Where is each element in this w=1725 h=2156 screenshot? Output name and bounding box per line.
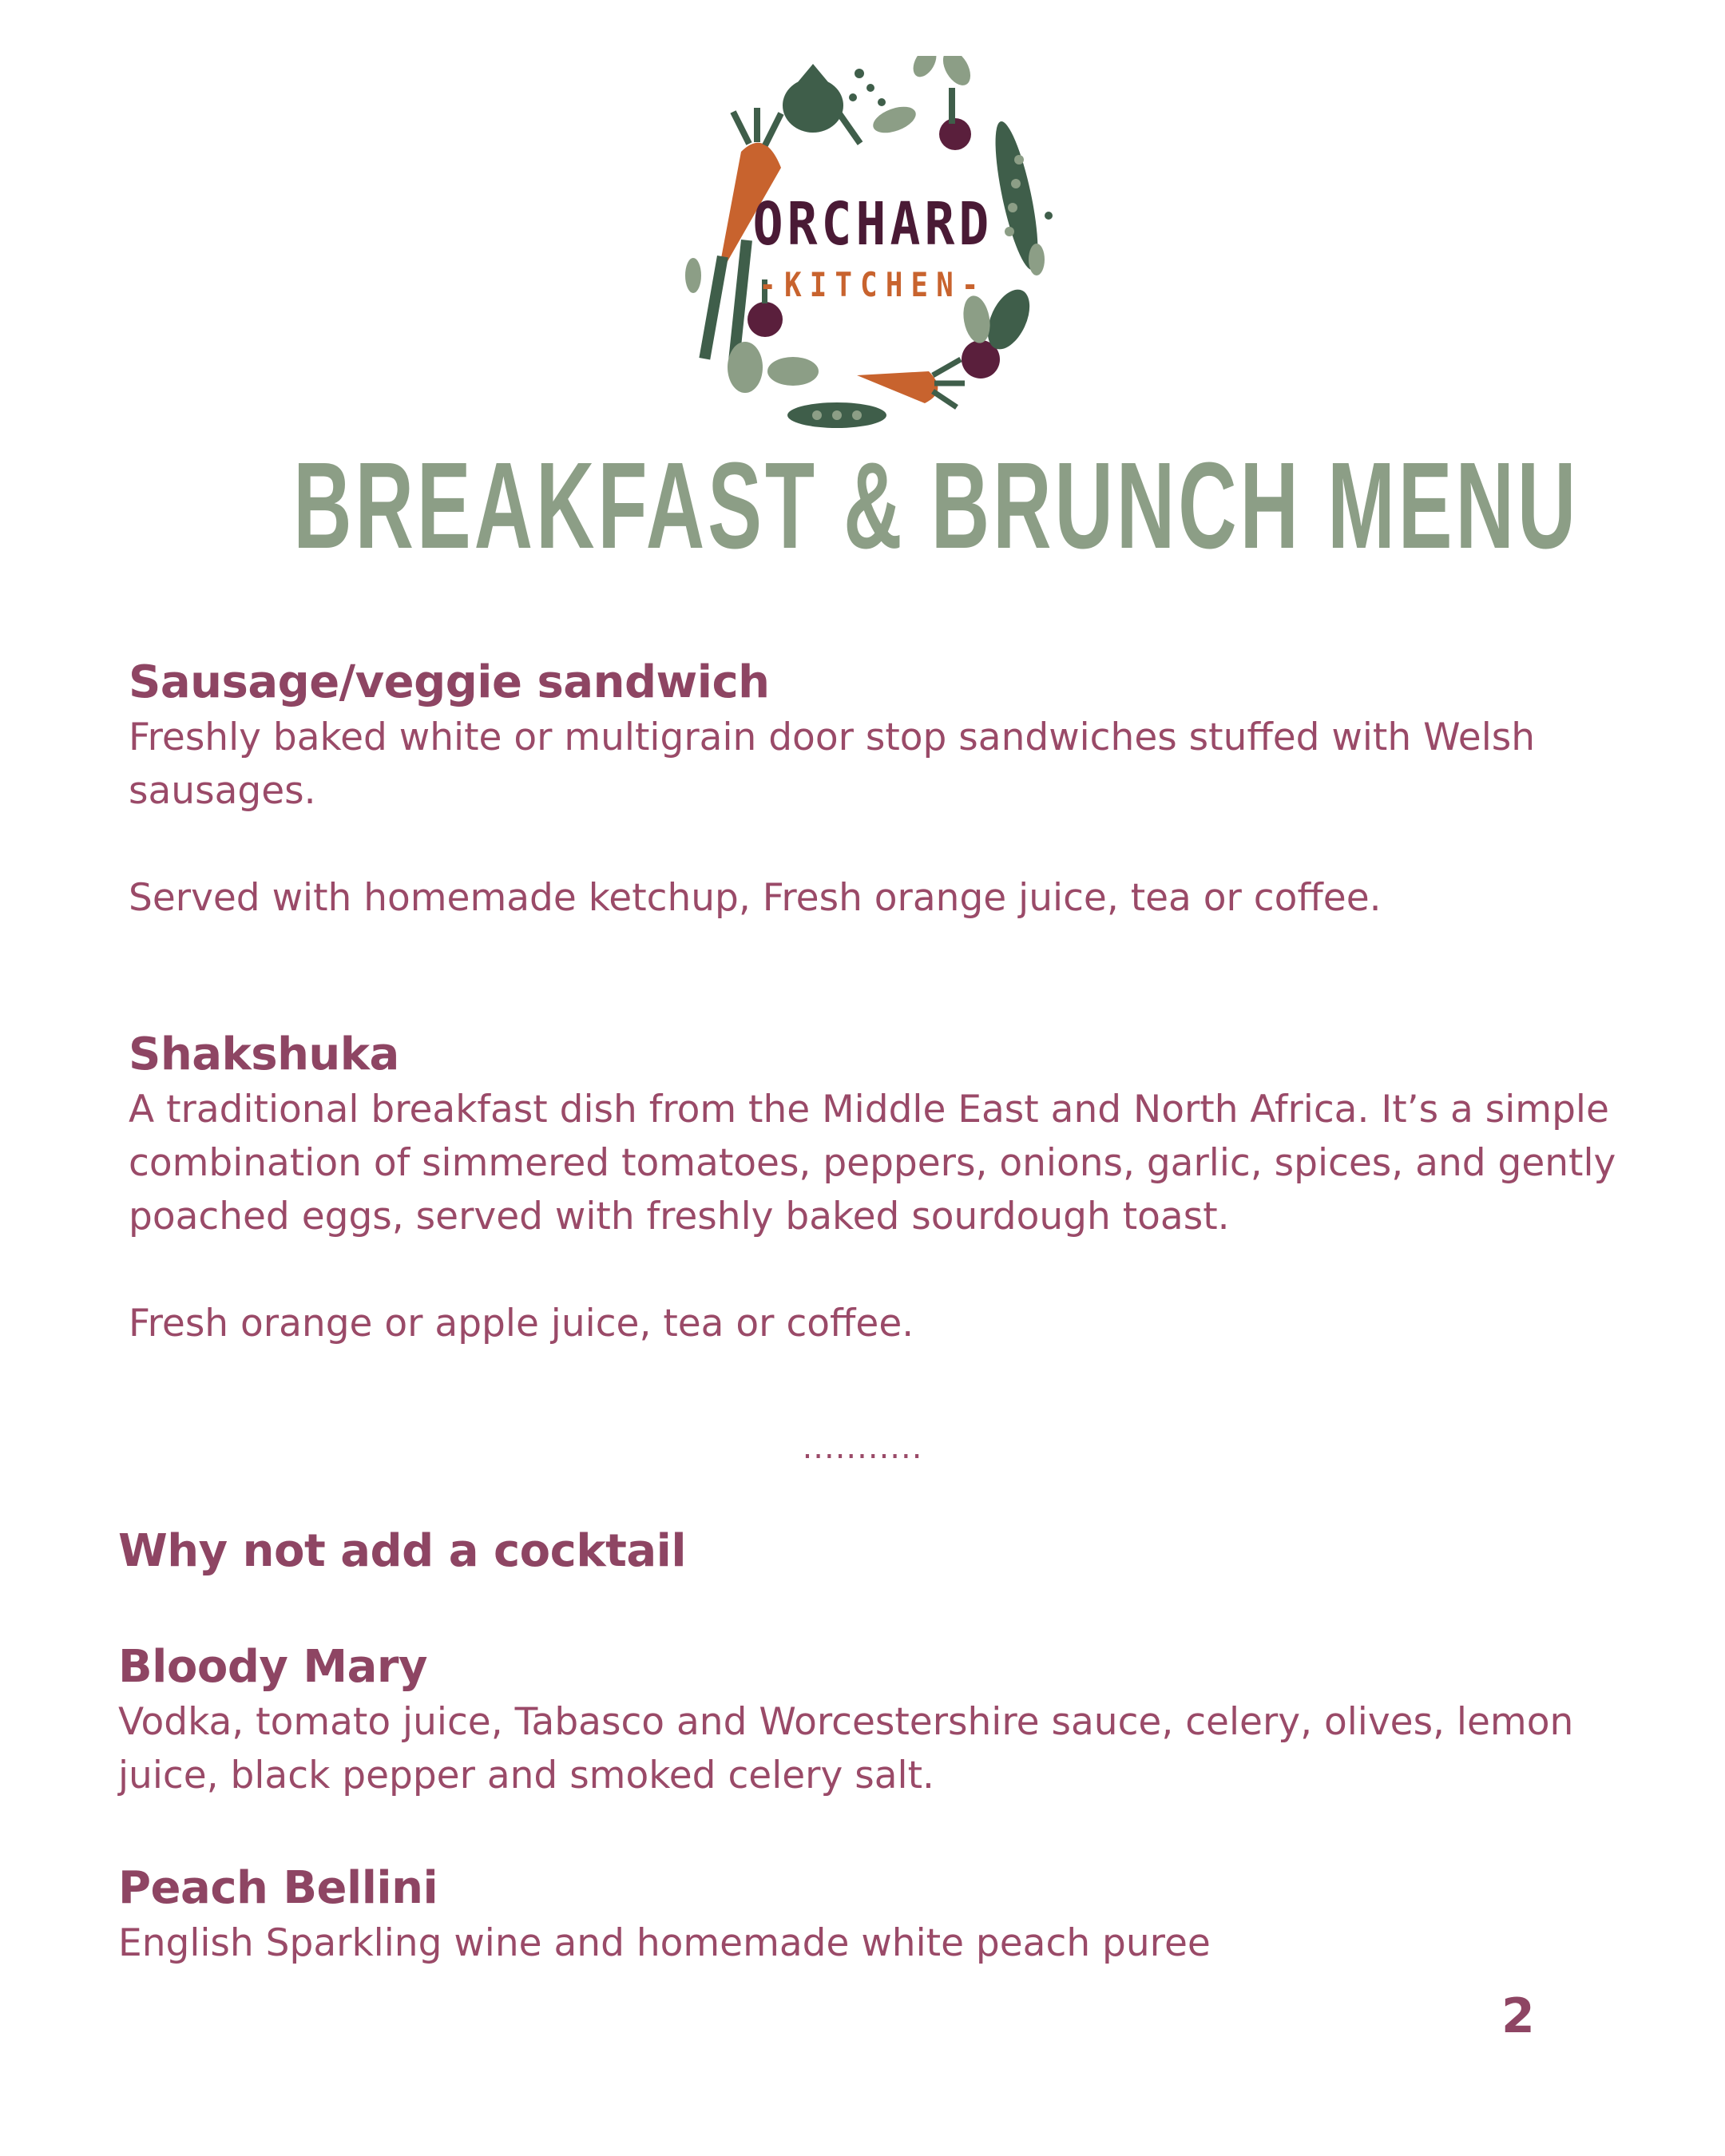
menu-item-note: Fresh orange or apple juice, tea or coffee. <box>129 1302 914 1346</box>
logo-wordmark-orchard: ORCHARD <box>752 190 993 259</box>
cocktail-item <box>118 1639 1652 1802</box>
menu-item-description: Freshly baked white or multigrain door stop sandwiches stuffed with Welsh sausages. <box>129 715 1536 813</box>
logo-wordmark-kitchen: -KITCHEN- <box>759 265 987 304</box>
cocktail-description: Vodka, tomato juice, Tabasco and Worcestershire sauce, celery, olives, lemon juice, black pepper and smoked celery salt. <box>118 1700 1574 1797</box>
menu-item-description: A traditional breakfast dish from the Middle East and North Africa. It’s a simple combination of simmered tomatoes, peppers, onions, garlic, spices, and gently poached eggs, served with freshly baked sourdough toast. <box>129 1088 1616 1239</box>
menu-item-note: Served with homemade ketchup, Fresh orange juice, tea or coffee. <box>129 876 1382 920</box>
cocktail-name: Peach Bellini <box>118 1862 438 1914</box>
cocktail-item <box>118 1861 1652 1970</box>
menu-item-name: Sausage/veggie sandwich <box>129 656 770 708</box>
cocktail-description: English Sparkling wine and homemade white peach puree <box>118 1921 1211 1965</box>
menu-item <box>129 1027 1662 1350</box>
cocktail-section-heading: Why not add a cocktail <box>118 1525 687 1577</box>
section-divider: ........... <box>802 1429 923 1466</box>
orchard-kitchen-logo <box>685 56 1061 431</box>
page-number: 2 <box>1501 1988 1535 2044</box>
cocktail-name: Bloody Mary <box>118 1641 428 1693</box>
menu-item <box>129 655 1662 925</box>
menu-item-name: Shakshuka <box>129 1028 399 1080</box>
page-title: BREAKFAST & BRUNCH MENU <box>293 437 1580 574</box>
